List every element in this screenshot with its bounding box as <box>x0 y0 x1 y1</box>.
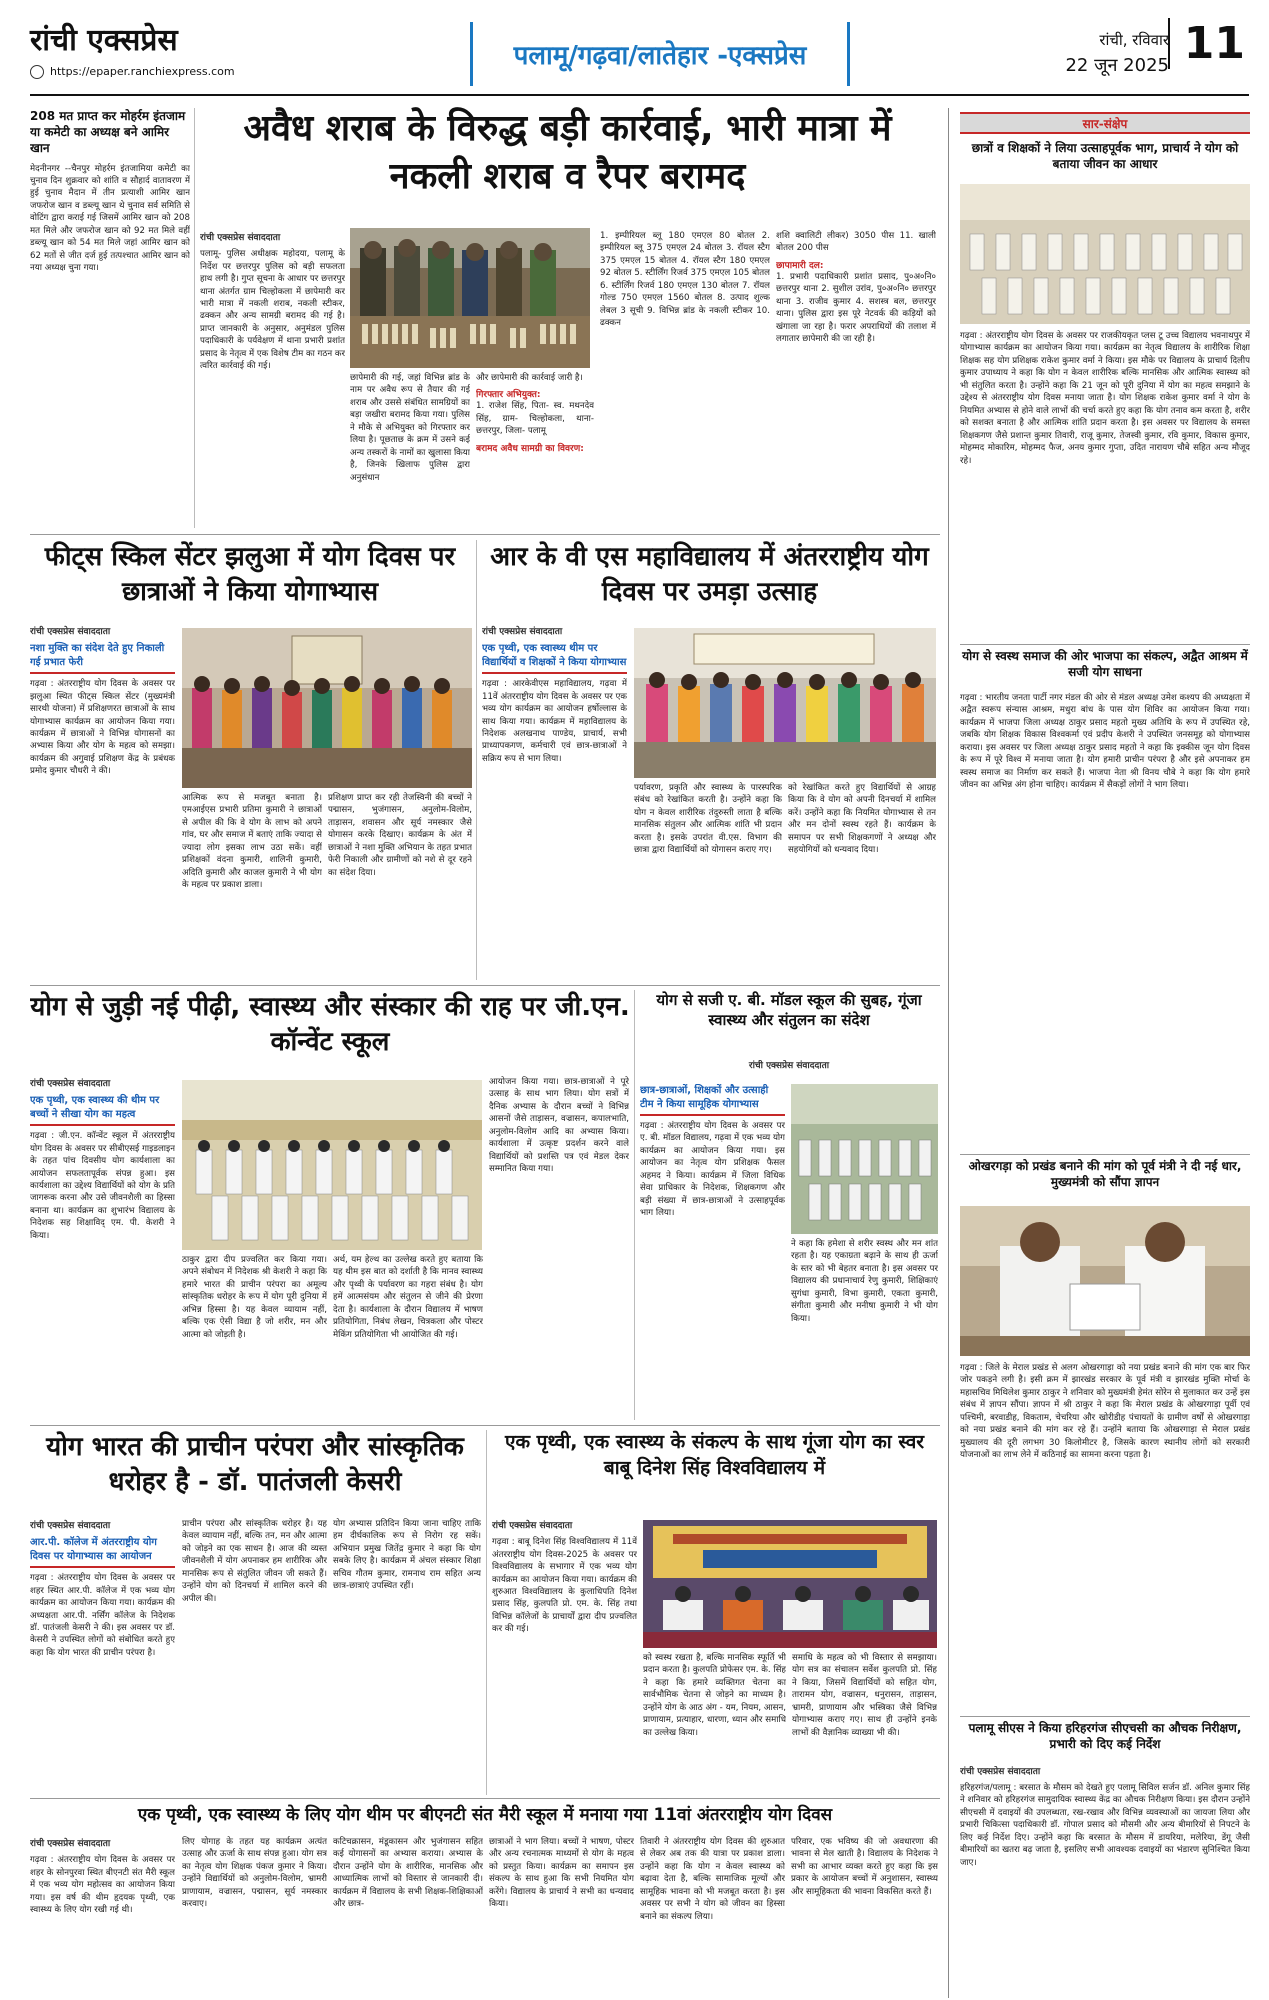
story4-photo <box>791 1084 938 1234</box>
memorandum-meeting-photo <box>960 1206 1250 1356</box>
story2-col3 <box>328 792 472 982</box>
brief1-body: गढ़वा : अंतरराष्ट्रीय योग दिवस के अवसर पर राजकीयकृत प्लस टू उच्च विद्यालय भवनाथपुर में योगाभ्यास कार्यक्रम का आयोजन किया गया। कार्यक्रम का नेतृत्व विद्यालय के शारीरिक शिक्षा शिक्षक सह योग प्रशिक्षक राकेश कुमार वर्मा ने किया। इस मौके पर विद्यालय के प्राचार्य दिलीप कुमार उपाध्याय ने कहा कि योग न केवल शारीरिक बल्कि मानसिक और आत्मिक स्वास्थ्य को भी संतुलित करता है। उन्होंने कहा कि 21 जून को पूरी दुनिया में योग का महत्व समझाने के उद्देश्य से अंतरराष्ट्रीय योग दिवस मनाया जाता है। योग शिक्षक राकेश कुमार वर्मा ने योग के नियमित अभ्यास से होने वाले लाभों की चर्चा करते हुए कहा कि योग तनाव कम करता है, शरीर को सशक्त बनाता है और आत्मिक शांति प्रदान करता है। इस अवसर पर विद्यालय के समस्त शिक्षकगण जैसे प्रशान्त कुमार तिवारी, राजू कुमार, तेजस्वी कुमार, रवि कुमार, विकास कुमार, मोहम्मद मोकारिम, मोहम्मद फैज, अनय कुमार गुप्ता, उदित नारायण चौबे सहित अन्य मौजूद रहे। <box>960 331 1250 466</box>
brief4-body-box <box>960 1782 1250 1996</box>
story8-text: छात्राओं ने भाग लिया। बच्चों ने भाषण, पोस्टर और अन्य रचनात्मक माध्यमों से योग के महत्व को प्रस्तुत किया। कार्यक्रम का समापन इस संकल्प के साथ हुआ कि सभी नियमित योग करेंगे। विद्यालय के प्राचार्य ने सभी का धन्यवाद किया। <box>489 1837 634 1910</box>
brief3-headline-box <box>960 1158 1250 1202</box>
story7-headline-box <box>492 1430 937 1515</box>
story7-text: समाधि के महत्व को भी विस्तार से समझाया। योग सत्र का संचालन सर्वेश कुलपति प्रो. सिंह ने किया, जिसमें विद्यार्थियों को सहित योग, तारामन योग, वज्रासन, धनुरासन, ताड़ासन, भ्रामरी, प्राणायाम और भस्त्रिका जैसे विभिन्न योगाभ्यास कराए गए। साथ ही उन्होंने इनके लाभों की वैज्ञानिक व्याख्या भी की। <box>792 1653 937 1738</box>
story8-text: परिवार, एक भविष्य की जो अवधारणा की भावना से मेल खाती है। विद्यालय के निदेशक ने सभी का आभार व्यक्त करते हुए कहा कि इस प्रकार के आयोजन बच्चों में अनुशासन, स्वास्थ्य और सामूहिकता की भावना विकसित करते हैं। <box>791 1837 938 1897</box>
brief2-body-box <box>960 692 1250 982</box>
byline: रांची एक्सप्रेस संवाददाता <box>748 1061 830 1071</box>
section-title-box <box>470 22 850 86</box>
story6-headline-box <box>30 1430 480 1515</box>
story6-headline: योग भारत की प्राचीन परंपरा और सांस्कृतिक धरोहर है - डॉ. पातंजली केसरी <box>46 1432 464 1498</box>
story1-headline: अवैध शराब के विरुद्ध बड़ी कार्रवाई, भारी मात्रा में नकली शराब व रैपर बरामद <box>243 108 892 197</box>
brief3-body-box <box>960 1362 1250 1712</box>
story2-headline-box <box>30 540 470 620</box>
epaper-url[interactable] <box>30 65 235 80</box>
sidebar-rule-h <box>960 1154 1250 1155</box>
byline: रांची एक्सप्रेस संवाददाता <box>492 1521 573 1531</box>
story4-col2 <box>791 1238 938 1423</box>
story8-col4 <box>489 1836 634 1996</box>
story8-text: कटिचक्रासन, मंडूकासन और भुजंगासन सहित कई योगासनों का अभ्यास कराया। अभ्यास के दौरान उन्होंने योग के शारीरिक, मानसिक और आध्यात्मिक लाभों को विस्तार से जानकारी दी। कार्यक्रम में विद्यालय के सभी शिक्षक-शिक्षिकाओं और छात्र- <box>333 1837 483 1910</box>
story1-col2 <box>350 372 470 532</box>
police-seizure-photo <box>350 228 590 368</box>
story8-col3 <box>333 1836 483 1996</box>
column-rule <box>486 1430 487 1795</box>
story8-text: तिवारी ने अंतरराष्ट्रीय योग दिवस की शुरुआत से लेकर अब तक की यात्रा पर प्रकाश डाला। उन्होंने कहा कि योग न केवल स्वास्थ्य को बढ़ावा देता है, बल्कि सामाजिक मूल्यों और सामूहिक भावना को भी मजबूत करता है। इस अवसर पर सभी ने योग को जीवन का हिस्सा बनाने का संकल्प लिया। <box>640 1837 785 1922</box>
story8-col5 <box>640 1836 785 1996</box>
story2-photo <box>182 628 472 788</box>
story5-text: ठाकुर द्वारा दीप प्रज्वलित कर किया गया। अपने संबोधन में निदेशक श्री केशरी ने कहा कि हमारे भारत की प्राचीन परंपरा का अमूल्य सांस्कृतिक धरोहर के रूप में योग पूरी दुनिया में अभिन्न हिस्सा है। यह केवल व्यायाम नहीं, बल्कि एक ऐसी विद्या है जो शरीर, मन और आत्मा को जोड़ती है। <box>182 1255 327 1340</box>
arrest-label: गिरफ्तार अभियुक्त: <box>476 390 541 401</box>
story3-text: पर्यावरण, प्रकृति और स्वास्थ्य के पारस्परिक संबंध को रेखांकित करती है। उन्होंने कहा कि योग न केवल शारीरिक तंदुरुस्ती लाता है बल्कि मानसिक संतुलन और आत्मिक शांति भी प्रदान करता है। इसके उपरांत वी.एस. विभाग की छात्रा द्वारा विद्यार्थियों को योगासन कराए गए। <box>634 783 782 856</box>
story7-col1 <box>492 1518 637 1793</box>
masthead-rule <box>30 94 1249 96</box>
byline: रांची एक्सप्रेस संवाददाता <box>482 627 563 637</box>
story8-text: लिए योगाह के तहत यह कार्यक्रम अत्यंत उत्साह और ऊर्जा के साथ संपन्न हुआ। योग सत्र का नेतृत्व योग शिक्षक पंकज कुमार ने किया। उन्होंने विद्यार्थियों को अनुलोम-विलोम, भ्रामरी प्राणायाम, वज्रासन, पद्मासन, सूर्य नमस्कार करवाए। <box>182 1837 327 1910</box>
arrest-text: 1. राजेश सिंह, पिता- स्व. मथनदेव सिंह, ग्राम- चिल्होकला, थाना- छत्तरपुर, जिला- पलामू <box>476 401 594 437</box>
masthead <box>0 0 1269 92</box>
brief3-headline: ओखरगड़ा को प्रखंड बनाने की मांग को पूर्व मंत्री ने दी नई धार, मुख्यमंत्री को सौंपा ज्ञापन <box>968 1159 1242 1190</box>
college-yoga-photo <box>634 628 936 778</box>
brief4-body: हरिहरगंज/पलामू : बरसात के मौसम को देखते हुए पलामू सिविल सर्जन डॉ. अनिल कुमार सिंह ने शनिवार को हरिहरगंज सामुदायिक स्वास्थ्य केंद्र का औचक निरीक्षण किया। इस दौरान उन्होंने सीएचसी में दवाइयों की उपलब्धता, रख-रखाव और विभिन्न व्यवस्थाओं का जायजा लिया और प्रभारी चिकित्सा पदाधिकारी डॉ. गोपाल प्रसाद को मौसमी और अन्य बीमारियों से निपटने के लिए कई निर्देश दिए। उन्होंने कहा कि बरसात के मौसम में डायरिया, मलेरिया, डेंगू जैसी बीमारियों का खतरा बढ़ जाता है, इसलिए सभी आवश्यक दवाइयों का भंडारण सुनिश्चित किया जाए। <box>960 1783 1250 1868</box>
section-rule <box>30 534 940 535</box>
brief1-photo <box>960 184 1250 324</box>
story3-text: को रेखांकित करते हुए विद्यार्थियों से आग्रह किया कि वे योग को अपनी दिनचर्या में शामिल करें। उन्होंने कहा कि नियमित योगाभ्यास से तन और मन दोनों स्वस्थ रहते हैं। कार्यक्रम के समापन पर सभी शिक्षकगणों ने अध्यक्ष और सहयोगियों को धन्यवाद दिया। <box>788 783 936 856</box>
byline: रांची एक्सप्रेस संवाददाता <box>30 1839 111 1849</box>
brief2-headline-box <box>960 648 1250 690</box>
section-rule <box>30 1798 940 1799</box>
story5-col4 <box>489 1076 629 1421</box>
story5-photo <box>182 1080 482 1250</box>
story3-photo <box>634 628 936 778</box>
sidebar-tag: सार-संक्षेप <box>960 112 1250 134</box>
story7-headline: एक पृथ्वी, एक स्वास्थ्य के संकल्प के साथ गूंजा योग का स्वर बाबू दिनेश सिंह विश्वविद्यालय में <box>504 1431 925 1479</box>
story3-text: गढ़वा : आरकेवीएस महाविद्यालय, गढ़वा में 11वें अंतरराष्ट्रीय योग दिवस के अवसर पर एक भव्य योग कार्यक्रम का आयोजन हर्षोल्लास के साथ किया गया। कार्यक्रम में महाविद्यालय के निदेशक अलखनाथ पाण्डेय, प्राचार्य, सभी प्राध्यापकगण, कर्मचारी एवं छात्र-छात्राओं ने सक्रिय रूप से भाग लिया। <box>482 679 627 764</box>
story6-text: गढ़वा : अंतरराष्ट्रीय योग दिवस के अवसर पर शहर स्थित आर.पी. कॉलेज में एक भव्य योग कार्यक्रम का आयोजन किया गया। कार्यक्रम की अध्यक्षता आर.पी. नर्सिंग कॉलेज के निदेशक डॉ. पातंजली केसरी ने की। इस अवसर पर डॉ. केसरी ने उपस्थित लोगों को संबोधित करते हुए कहा कि योग भारत की प्राचीन परंपरा है। <box>30 1573 175 1658</box>
story3-col3 <box>788 782 936 972</box>
story5-text: अर्थ, यम हेल्थ का उल्लेख करते हुए बताया कि यह थीम इस बात को दर्शाती है कि मानव स्वास्थ्य और पृथ्वी के पर्यावरण का गहरा संबंध है। योग हमें आत्मसंयम और संतुलन से जीने की प्रेरणा देता है। कार्यशाला के दौरान विद्यालय में भाषण प्रतियोगिता, निबंध लेखन, चित्रकला और पोस्टर मेकिंग प्रतियोगिता भी आयोजित की गई। <box>333 1255 483 1340</box>
story2-text: प्रशिक्षण प्राप्त कर रही तेजस्विनी की बच्चों ने पद्मासन, भुजंगासन, अनुलोम-विलोम, ताड़ासन, शवासन और सूर्य नमस्कार जैसे योगासन करके दिखाए। कार्यक्रम के अंत में छात्राओं ने नशा मुक्ति अभियान के तहत प्रभात फेरी निकाली और ग्रामीणों को नशे से दूर रहने का संदेश दिया। <box>328 793 472 878</box>
brief-moharram <box>30 108 190 528</box>
story8-col1 <box>30 1836 175 1996</box>
story2-text: गढ़वा : अंतरराष्ट्रीय योग दिवस के अवसर पर झलुआ स्थित फीट्स स्किल सेंटर (मुख्यमंत्री सारथी योजना) में प्रशिक्षणरत छात्राओं के साथ योगाभ्यास कार्यक्रम का आयोजन किया गया। कार्यक्रम में छात्राओं ने विभिन्न योगासनों का अभ्यास किया और योग के महत्व को समझा। कार्यक्रम की अगुवाई प्रशिक्षण केंद्र के प्रबंधक प्रमोद कुमार चौधरी ने की। <box>30 679 175 777</box>
story1-text: 1. इम्पीरियल ब्लू 180 एमएल 80 बोतल 2. इम्पीरियल ब्लू 375 एमएल 24 बोतल 3. रॉयल स्टैग 375 एमएल 15 बोतल 4. रॉयल स्टैग 180 एमएल 92 बोतल 5. स्टीर्लिंग रिजर्व 375 एमएल 105 बोतल 6. स्टीर्लिंग रिजर्व 180 एमएल 130 बोतल 7. रॉयल गोल्ड 750 एमएल 1560 बोतल 8. उत्पाद शुल्क लेबल 3 सूची 9. विभिन्न ब्रांड के नकली स्टीकर 10. ढक्कन <box>600 231 770 329</box>
skill-centre-yoga-photo <box>182 628 472 788</box>
story5-kicker: एक पृथ्वी, एक स्वास्थ्य की थीम पर बच्चों ने सीखा योग का महत्व <box>30 1094 175 1126</box>
story8-text: गढ़वा : अंतरराष्ट्रीय योग दिवस के अवसर पर शहर के सोनपुरवा स्थित बीएनटी संत मैरी स्कूल में एक भव्य योग महोत्सव का आयोजन किया गया। इस वर्ष की थीम हृदयक पृथ्वी, एक स्वास्थ्य के लिए योग रखी गई थी। <box>30 1855 175 1915</box>
story5-text: आयोजन किया गया। छात्र-छात्राओं ने पूरे उत्साह के साथ भाग लिया। योग सत्रों में दैनिक अभ्यास के दौरान बच्चों ने विभिन्न आसनों जैसे ताड़ासन, वज्रासन, कपालभाति, अनुलोम-विलोम आदि का अभ्यास किया। कार्यशाला में उत्कृष्ट प्रदर्शन करने वाले विद्यार्थियों को प्रशस्ति पत्र एवं मेडल देकर सम्मानित किया गया। <box>489 1077 629 1175</box>
brief3-body: गढ़वा : जिले के मेराल प्रखंड से अलग ओखरगाड़ा को नया प्रखंड बनाने की मांग एक बार फिर जोर पकड़ने लगी है। इसी क्रम में झारखंड सरकार के पूर्व मंत्री व झारखंड मुक्ति मोर्चा के महासचिव मिथिलेश कुमार ठाकुर ने शनिवार को मुख्यमंत्री हेमंत सोरेन से मुलाकात कर उन्हें इस संबंध में ज्ञापन सौंपा। ज्ञापन में श्री ठाकुर ने कहा कि मेराल प्रखंड के ओखरगाड़ा पूर्वी एवं पश्चिमी, बरवाडीह, विकताम, चेचरिया और खोरीडीह पंचायतों के ग्रामीण वर्षों से ओखरगाड़ा को नया प्रखंड बनाने की मांग कर रहे हैं। उन्होंने बताया कि ओखरगाड़ा से मेराल प्रखंड मुख्यालय की दूरी लगभग 30 किलोमीटर है, जिसके कारण स्थानीय लोगों को सरकारी योजनाओं का लाभ लेने में कठिनाई का सामना करना पड़ता है। <box>960 1363 1250 1461</box>
university-yoga-photo <box>643 1520 937 1648</box>
sidebar-rule-h <box>960 1716 1250 1717</box>
brief1-headline: छात्रों व शिक्षकों ने लिया उत्साहपूर्वक भाग, प्राचार्य ने योग को बताया जीवन का आधार <box>971 141 1239 172</box>
story8-headline-box <box>30 1804 940 1832</box>
story3-headline: आर के वी एस महाविद्यालय में अंतरराष्ट्रीय योग दिवस पर उमड़ा उत्साह <box>490 542 929 608</box>
story7-photo <box>643 1520 937 1648</box>
brief-body: मेदनीनगर --चैनपुर मोहर्रम इंतजामिया कमेटी का चुनाव दिन शुक्रवार को शांति व सौहार्द वातावरण में हुई चुनाव मैदान में तीन प्रत्याशी आमिर खान जफरोज खान व डब्ल्यू खान थे चुनाव सर्व समिति से वोटिंग द्वारा कराई गई जिसमें आमिर खान को 208 मत मिले और जफरोज खान को 92 मत मिले वहीं डब्ल्यू खान को 54 मत मिले जहां आमिर खान को 62 मतों से जीत दर्ज हुई तत्पश्चात आमिर खान को नया अध्यक्ष चुना गया। <box>30 163 190 274</box>
brief4-headline: पलामू सीएस ने किया हरिहरगंज सीएचसी का औचक निरीक्षण, प्रभारी को दिए कई निर्देश <box>968 1721 1242 1752</box>
byline: रांची एक्सप्रेस संवाददाता <box>200 233 281 243</box>
story1-text: शशि क्वालिटी लीकर) 3050 पीस 11. खाली बोतल 200 पीस <box>776 231 936 254</box>
story4-col1 <box>640 1084 785 1424</box>
column-rule <box>194 108 195 528</box>
url-text[interactable]: https://epaper.ranchiexpress.com <box>50 65 235 78</box>
story1-col4 <box>600 230 770 530</box>
story2-headline: फीट्स स्किल सेंटर झलुआ में योग दिवस पर छात्राओं ने किया योगाभ्यास <box>44 542 456 608</box>
story7-text: गढ़वा : बाबू दिनेश सिंह विश्वविद्यालय में 11वें अंतरराष्ट्रीय योग दिवस-2025 के अवसर पर विश्वविद्यालय के सभागार में एक भव्य योग कार्यक्रम का आयोजन किया गया। कार्यक्रम की शुरुआत विश्वविद्यालय के कुलाधिपति दिनेश प्रसाद सिंह, कुलपति प्रो. एम. के. सिंह तथा विभिन्न कॉलेजों के प्राचार्यों द्वारा दीप प्रज्वलित कर की गई। <box>492 1537 637 1635</box>
story3-kicker: एक पृथ्वी, एक स्वास्थ्य थीम पर विद्यार्थियों व शिक्षकों ने किया योगाभ्यास <box>482 642 627 674</box>
story3-col2 <box>634 782 782 972</box>
story4-text: गढ़वा : अंतरराष्ट्रीय योग दिवस के अवसर पर ए. बी. मॉडल विद्यालय, गढ़वा में एक भव्य योग कार्यक्रम का आयोजन किया गया। इस आयोजन का नेतृत्व योग प्रशिक्षक फैसल अहमद ने किया। कार्यक्रम में जिला विधिक सेवा प्राधिकार के निदेशक, शिक्षकगण और बड़ी संख्या में छात्र-छात्राओं ने उत्साहपूर्वक भाग लिया। <box>640 1121 785 1219</box>
story1-text: छापेमारी की गई, जहां विभिन्न ब्रांड के नाम पर अवैध रूप से तैयार की गई शराब और उससे संबंधित सामग्रियों का बड़ा जखीरा बरामद किया गया। पुलिस ने मौके से अभियुक्त को गिरफ्तार कर लिया है। पूछताछ के क्रम में उसने कई अन्य तस्करों के नामों का खुलासा किया है, जिनके खिलाफ पुलिस द्वारा अनुसंधान <box>350 373 470 483</box>
story5-col1 <box>30 1076 175 1421</box>
byline: रांची एक्सप्रेस संवाददाता <box>960 1767 1041 1777</box>
story8-col6 <box>791 1836 938 1996</box>
story8-col2 <box>182 1836 327 1996</box>
story5-headline: योग से जुड़ी नई पीढ़ी, स्वास्थ्य और संस्कार की राह पर जी.एन. कॉन्वेंट स्कूल <box>30 992 630 1058</box>
byline: रांची एक्सप्रेस संवाददाता <box>30 1079 111 1089</box>
masthead-date <box>1065 30 1169 79</box>
story1-col1 <box>200 230 345 530</box>
story5-col2 <box>182 1254 327 1424</box>
story6-col2 <box>182 1518 327 1793</box>
story4-headline-box <box>640 990 938 1055</box>
story6-col3 <box>333 1518 481 1793</box>
sidebar-rule <box>948 108 949 1998</box>
school-hall-yoga-photo <box>960 184 1250 324</box>
story2-col1 <box>30 624 175 979</box>
story1-headline-box <box>200 105 935 225</box>
page-number: 11 <box>1168 18 1245 69</box>
school-yoga-photo <box>182 1080 482 1250</box>
byline: रांची एक्सप्रेस संवाददाता <box>30 1521 111 1531</box>
story5-headline-box <box>30 990 630 1070</box>
story7-text: को स्वस्थ रखता है, बल्कि मानसिक स्फूर्ति भी प्रदान करता है। कुलपति प्रोफेसर एम. के. सिंह ने कहा कि हमारे व्यक्तिगत चेतना का सार्वभौमिक चेतना से जोड़ने का माध्यम है। उन्होंने योग के आठ अंग - यम, नियम, आसन, प्राणायाम, प्रत्याहार, धारणा, ध्यान और समाधि का उल्लेख किया। <box>643 1653 786 1738</box>
model-school-yoga-photo <box>791 1084 938 1234</box>
story3-headline-box <box>482 540 937 620</box>
paper-name: रांची एक्सप्रेस <box>30 23 178 58</box>
story7-col3 <box>792 1652 937 1792</box>
brief4-headline-box <box>960 1720 1250 1764</box>
story5-text: गढ़वा : जी.एन. कॉन्वेंट स्कूल में अंतरराष्ट्रीय योग दिवस के अवसर पर सीबीएसई गाइडलाइन के तहत पांच दिवसीय योग कार्यशाला का आयोजन सफलतापूर्वक संपन्न हुआ। इस कार्यशाला का उद्देश्य विद्यार्थियों को योग के प्रति जागरूक करना और उसे जीवनशैली का हिस्सा बनाना था। कार्यक्रम का शुभारंभ विद्यालय के निदेशक सह शिक्षाविद् एम. पी. केशरी ने किया। <box>30 1131 175 1241</box>
story4-kicker: छात्र-छात्राओं, शिक्षकों और उत्साही टीम ने किया सामूहिक योगाभ्यास <box>640 1084 785 1116</box>
story6-col1 <box>30 1518 175 1793</box>
brief2-headline: योग से स्वस्थ समाज की ओर भाजपा का संकल्प, अद्वैत आश्रम में सजी योग साधना <box>962 649 1248 680</box>
brief-headline: 208 मत प्राप्त कर मोहर्रम इंतजाम या कमेटी का अध्यक्ष बने आमिर खान <box>30 109 186 156</box>
story3-col1 <box>482 624 627 969</box>
section-rule <box>30 985 940 986</box>
issue-date: 22 जून 2025 <box>1065 55 1169 77</box>
story1-col3 <box>476 372 594 532</box>
seized-label: बरामद अवैध सामग्री का विवरण: <box>476 443 584 454</box>
brief1-body-box <box>960 330 1250 640</box>
story1-text: 1. प्रभारी पदाधिकारी प्रशांत प्रसाद, पु०अ०नि० छत्तरपुर थाना 2. सुशील उरांव, पु०अ०नि० छत्तरपुर थाना 3. राजीव कुमार 4. सशस्त्र बल, छत्तरपुर थाना। पुलिस द्वारा इस पूरे नेटवर्क की कड़ियों को खंगाला जा रहा है। फरार अपराधियों की तलाश में लगातार छापेमारी की जा रही है। <box>776 271 936 345</box>
brief4-byline-box <box>960 1766 1250 1780</box>
column-rule <box>634 990 635 1420</box>
story6-kicker: आर.पी. कॉलेज में अंतरराष्ट्रीय योग दिवस पर योगाभ्यास का आयोजन <box>30 1536 175 1568</box>
story2-text: आत्मिक रूप से मजबूत बनाता है। एमआईएस प्रभारी प्रतिमा कुमारी ने छात्राओं से अपील की कि वे योग के लाभ को अपने गांव, घर और समाज में बताएं ताकि ज्यादा से ज्यादा लोग इसका लाभ उठा सकें। वहीं प्रशिक्षकों वंदना कुमारी, शालिनी कुमारी, अदिति कुमारी और काजल कुमारी ने भी योग के महत्व पर प्रकाश डाला। <box>182 793 322 891</box>
team-label: छापामारी दल: <box>776 260 824 271</box>
section-title: पलामू/गढ़वा/लातेहार -एक्सप्रेस <box>513 41 807 71</box>
masthead-left <box>30 18 235 80</box>
story6-text: प्राचीन परंपरा और सांस्कृतिक धरोहर है। यह केवल व्यायाम नहीं, बल्कि तन, मन और आत्मा को जोड़ने का एक साधन है। आज की व्यस्त जीवनशैली में योग अपनाकर हम शारीरिक और मानसिक रूप से संतुलित जीवन जी सकते हैं। उन्होंने योग को दिनचर्या में शामिल करने की अपील की। <box>182 1519 327 1604</box>
story4-byline-box <box>640 1060 938 1080</box>
place-day: रांची, रविवार <box>1099 31 1169 49</box>
brief1-headline-box <box>960 140 1250 180</box>
story1-col5 <box>776 230 936 530</box>
story4-headline: योग से सजी ए. बी. मॉडल स्कूल की सुबह, गूंजा स्वास्थ्य और संतुलन का संदेश <box>656 991 922 1030</box>
story5-col3 <box>333 1254 483 1424</box>
story6-text: योग अभ्यास प्रतिदिन किया जाना चाहिए ताकि हम दीर्घकालिक रूप से निरोग रह सकें। अभियान प्रमुख जितेंद्र कुमार ने कहा कि योग सबके लिए है। कार्यक्रम में अंचल संस्कार शिक्षा सचिव गौतम कुमार, रामनाथ राम सहित अन्य छात्र-छात्राएं उपस्थित रहीं। <box>333 1519 481 1592</box>
story7-col2 <box>643 1652 786 1792</box>
sidebar-rule-h <box>960 644 1250 645</box>
story1-photo <box>350 228 590 368</box>
story1-text: और छापेमारी की कार्रवाई जारी है। <box>476 373 583 383</box>
byline: रांची एक्सप्रेस संवाददाता <box>30 627 111 637</box>
story4-text: ने कहा कि हमेशा से शरीर स्वस्थ और मन शांत रहता है। यह एकाग्रता बढ़ाने के साथ ही ऊर्जा के स्तर को भी बेहतर बनाता है। इस अवसर पर विद्यालय की प्रधानाचार्य रेणु कुमारी, शिक्षिकाएं सुगंधा कुमारी, विभा कुमारी, एकता कुमारी, संगीता कुमारी और मनीषा कुमारी ने भी योग किया। <box>791 1239 938 1324</box>
globe-icon <box>30 65 44 79</box>
column-rule <box>476 540 477 980</box>
story8-headline: एक पृथ्वी, एक स्वास्थ्य के लिए योग थीम पर बीएनटी संत मैरी स्कूल में मनाया गया 11वां अंतरराष्ट्रीय योग दिवस <box>137 1805 833 1825</box>
brief2-body: गढ़वा : भारतीय जनता पार्टी नगर मंडल की ओर से मंडल अध्यक्ष उमेश कश्यप की अध्यक्षता में अद्वैत स्वरूप संन्यास आश्रम, मधुरा बांध के पास योग शिविर का आयोजन किया गया। कार्यक्रम में भाजपा जिला अध्यक्ष ठाकुर प्रसाद महतो मुख्य अतिथि के रूप में उपस्थित रहे, जबकि योग शिक्षक विकास विश्वकर्मा एवं प्रदीप केशरी ने उपस्थित जनसमूह को योगाभ्यास कराया। इस अवसर पर जिला अध्यक्ष ठाकुर प्रसाद महतो ने कहा कि इक्कीस जून योग दिवस के रूप में पूरे विश्व में मनाया जाता है। योग हमारी प्राचीन परंपरा है और इसे अपनाकर हम स्वस्थ समाज का निर्माण कर सकते हैं। भाजपा नेता श्री विनय चौबे ने कहा कि योग हमारे जीवन का अभिन्न अंग होना चाहिए। कार्यक्रम में सैकड़ों लोगों ने भाग लिया। <box>960 693 1250 791</box>
brief3-photo <box>960 1206 1250 1356</box>
story1-text: पलामू- पुलिस अधीक्षक महोदया, पलामू के निर्देश पर छत्तरपुर पुलिस को बड़ी सफलता हाथ लगी है। गुप्त सूचना के आधार पर छत्तरपुर थाना अंतर्गत ग्राम चिल्होकला में छापेमारी कर भारी मात्रा में नकली शराब, नकली स्टीकर, ढक्कन और अन्य सामग्री बरामद की गई है। प्राप्त जानकारी के अनुसार, अनुमंडल पुलिस पदाधिकारी के पर्यवेक्षण में थाना प्रभारी प्रशांत प्रसाद के नेतृत्व में एक विशेष टीम का गठन कर त्वरित कार्रवाई की गई। <box>200 249 345 372</box>
story2-col2 <box>182 792 322 982</box>
section-rule <box>30 1425 940 1426</box>
story2-kicker: नशा मुक्ति का संदेश देते हुए निकाली गई प्रभात फेरी <box>30 642 175 674</box>
